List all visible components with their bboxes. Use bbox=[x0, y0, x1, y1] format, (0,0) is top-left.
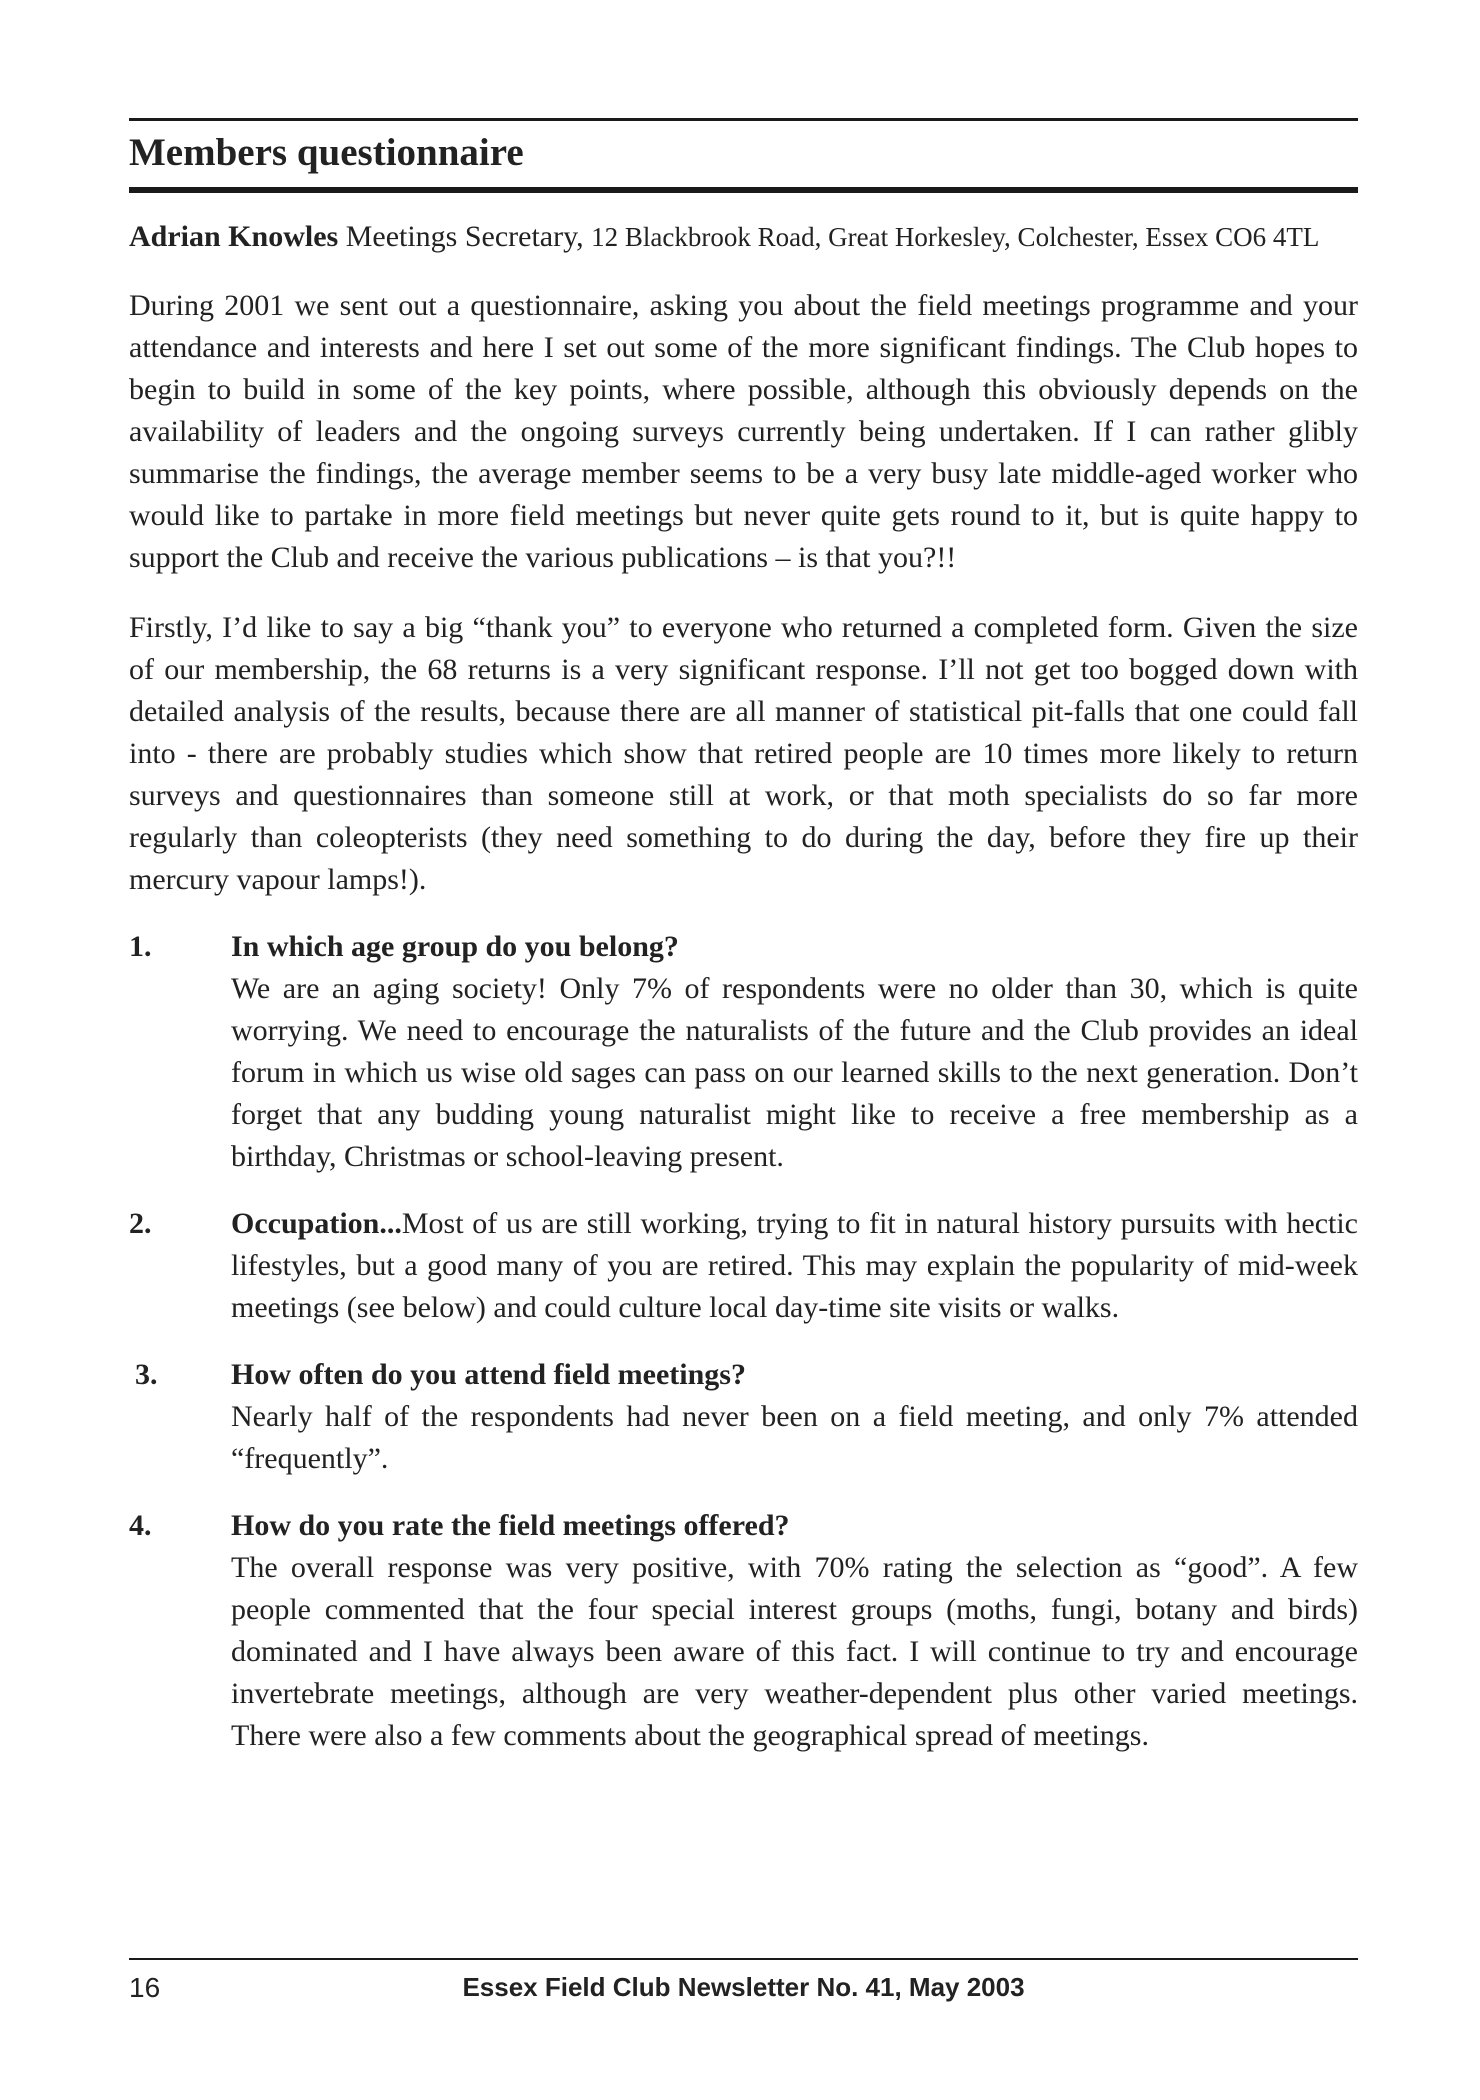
item-number: 1. bbox=[129, 930, 152, 963]
page-footer bbox=[129, 1958, 1358, 2020]
item-answer: Most of us are still working, trying to fit in natural history pursuits with hectic lifestyles, but a good many of you are retired. This may explain the popularity of mid-week meetings (see below) and could culture local day-time site visits or walks. bbox=[231, 1207, 1358, 1324]
item-question: In which age group do you belong? bbox=[231, 930, 679, 963]
item-question: How do you rate the field meetings offered? bbox=[231, 1509, 790, 1542]
item-number: 4. bbox=[129, 1509, 152, 1542]
list-item bbox=[129, 1354, 1358, 1480]
item-text bbox=[231, 926, 1358, 1178]
item-answer: Nearly half of the respondents had never been on a field meeting, and only 7% attended “frequently”. bbox=[231, 1400, 1358, 1475]
item-question: How often do you attend field meetings? bbox=[231, 1358, 746, 1391]
intro-paragraph: During 2001 we sent out a questionnaire, asking you about the field meetings programme and your attendance and interests and here I set out some of the more significant findings. The Club hopes to begin to build in some of the key points, where possible, although this obviously depends on the availability of leaders and the ongoing surveys currently being undertaken. If I can rather glibly summarise the findings, the average member seems to be a very busy late middle-aged worker who would like to partake in more field meetings but never quite gets round to it, but is quite happy to support the Club and receive the various publications – is that you?!! bbox=[129, 289, 1358, 574]
article bbox=[129, 118, 1358, 1757]
item-text bbox=[231, 1203, 1358, 1329]
newsletter-title: Essex Field Club Newsletter No. 41, May 2003 bbox=[462, 1972, 1025, 2002]
list-item bbox=[129, 1203, 1358, 1329]
item-number: 2. bbox=[129, 1207, 152, 1240]
author-role: Meetings Secretary, bbox=[345, 220, 584, 253]
author-name: Adrian Knowles bbox=[129, 220, 339, 253]
item-text bbox=[231, 1354, 1358, 1480]
item-answer: The overall response was very positive, with 70% rating the selection as “good”. A few people commented that the four special interest groups (moths, fungi, botany and birds) dominated and I have always been aware of this fact. I will continue to try and encourage invertebrate meetings, although are very weather-dependent plus other varied meetings. There were also a few comments about the geographical spread of meetings. bbox=[231, 1551, 1358, 1752]
footer-row bbox=[129, 1960, 1358, 2020]
list-item bbox=[129, 926, 1358, 1178]
list-item bbox=[129, 1505, 1358, 1757]
byline bbox=[129, 217, 1358, 257]
article-title: Members questionnaire bbox=[129, 131, 524, 174]
item-text bbox=[231, 1505, 1358, 1757]
author-address: 12 Blackbrook Road, Great Horkesley, Colchester, Essex CO6 4TL bbox=[591, 222, 1320, 252]
title-top-rule bbox=[129, 118, 1358, 121]
title-bottom-rule bbox=[129, 187, 1358, 193]
thanks-paragraph: Firstly, I’d like to say a big “thank you” to everyone who returned a completed form. Given the size of our membership, the 68 returns is a very significant response. I’ll not get too bogged down with detailed analysis of the results, because there are all manner of statistical pit-falls that one could fall into - there are probably studies which show that retired people are 10 times more likely to return surveys and questionnaires than someone still at work, or that moth specialists do so far more regularly than coleopterists (they need something to do during the day, before they fire up their mercury vapour lamps!). bbox=[129, 611, 1358, 896]
page-number: 16 bbox=[129, 1972, 161, 2003]
item-answer: We are an aging society! Only 7% of respondents were no older than 30, which is quite worrying. We need to encourage the naturalists of the future and the Club provides an ideal forum in which us wise old sages can pass on our learned skills to the next generation. Don’t forget that any budding young naturalist might like to receive a free membership as a birthday, Christmas or school-leaving present. bbox=[231, 972, 1358, 1173]
item-number: 3. bbox=[135, 1358, 158, 1391]
item-question: Occupation... bbox=[231, 1207, 402, 1240]
